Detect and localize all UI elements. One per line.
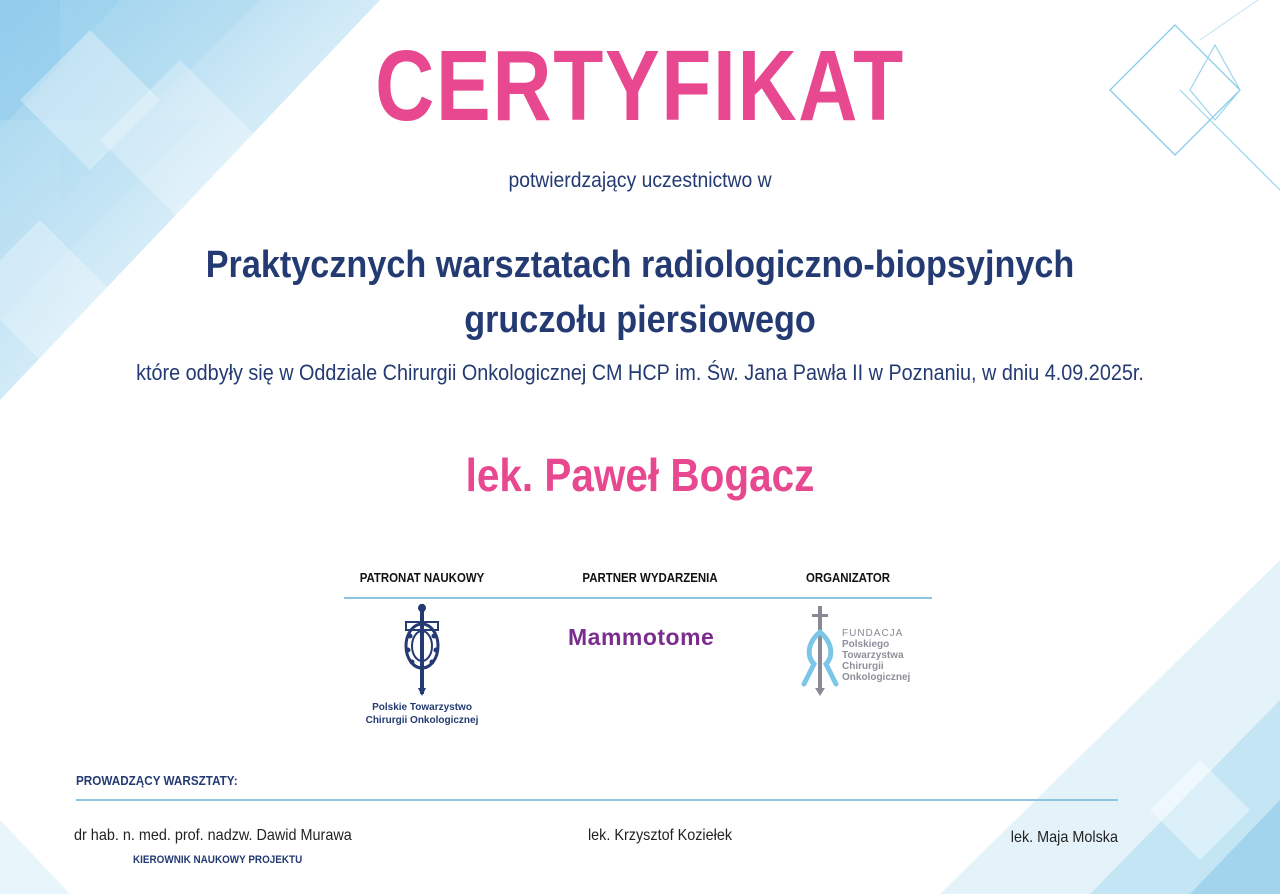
awareness-ribbon-sword-icon [800, 604, 840, 696]
leaders-divider [76, 799, 1118, 801]
workshop-title-line2: gruczołu piersiowego [464, 299, 816, 341]
leader-role-1: KIEROWNIK NAUKOWY PROJEKTU [133, 854, 303, 866]
ptco-sword-emblem-icon [352, 604, 492, 696]
leaders-label: PROWADZĄCY WARSZTATY: [76, 773, 238, 788]
leader-name-1: dr hab. n. med. prof. nadzw. Dawid Murawa [74, 827, 352, 844]
venue-and-date: które odbyły się w Oddziale Chirurgii Onkologicznej CM HCP im. Św. Jana Pawła II w Poznaniu, w dniu 4.09.2025r. [136, 360, 1144, 385]
fundacja-line2: Polskiego [842, 639, 890, 650]
leader-name-3: lek. Maja Molska [1010, 829, 1118, 846]
ptco-name-line1: Polskie Towarzystwo [372, 702, 472, 713]
sponsors-divider [344, 597, 932, 599]
certificate-title: CERTYFIKAT [375, 30, 905, 142]
leader-name-2: lek. Krzysztof Koziełek [587, 827, 733, 844]
patronat-heading: PATRONAT NAUKOWY [359, 570, 485, 585]
workshop-title-line1: Praktycznych warsztatach radiologiczno-biopsyjnych [205, 244, 1075, 286]
organizer-heading: ORGANIZATOR [805, 570, 891, 585]
mammotome-logo: Mammotome [568, 624, 715, 650]
ptco-name-line2: Chirurgii Onkologicznej [365, 715, 479, 726]
fundacja-line3: Towarzystwa [842, 650, 904, 661]
workshop-title [64, 238, 1216, 348]
fundacja-line4: Chirurgii [842, 661, 884, 672]
partner-heading: PARTNER WYDARZENIA [582, 570, 718, 585]
ptco-logo [352, 604, 492, 724]
fundacja-line1: FUNDACJA [842, 628, 904, 639]
participant-name: lek. Paweł Bogacz [465, 449, 815, 501]
bottom-left-pattern [0, 820, 70, 894]
certificate-subtitle: potwierdzający uczestnictwo w [508, 169, 772, 192]
fundacja-line5: Onkologicznej [842, 672, 911, 683]
fundacja-ptco-logo [800, 604, 930, 700]
